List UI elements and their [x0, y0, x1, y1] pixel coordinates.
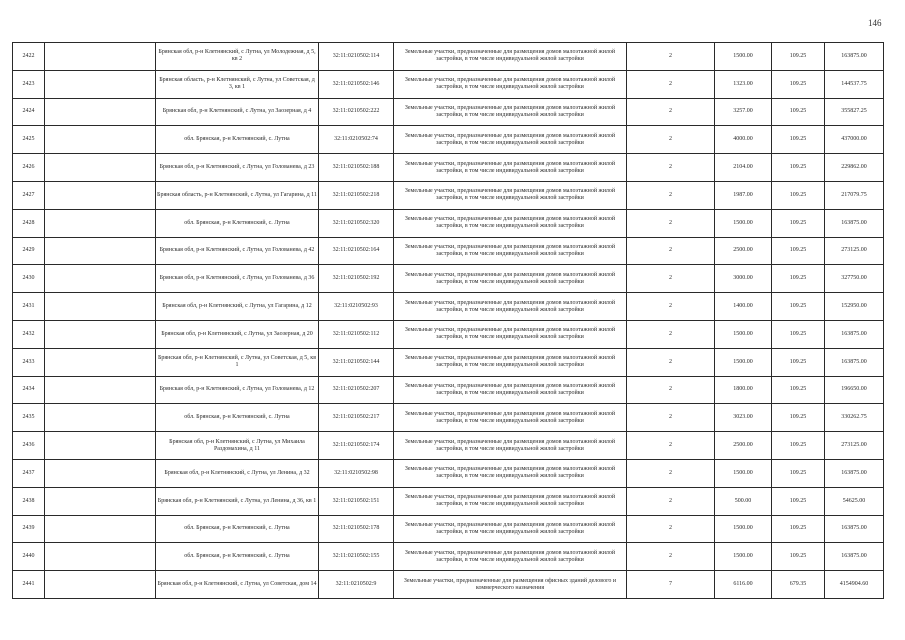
total-cell: 196650.00 — [825, 376, 884, 404]
blank-cell-cell — [45, 154, 156, 182]
area-cell: 2104.00 — [715, 154, 772, 182]
land-use-cell: Земельные участки, предназначенные для размещения домов малоэтажной жилой застройки, в том числе индивидуальной жилой застройки — [394, 348, 627, 376]
address-cell: Брянская обл, р-н Клетнянский, с Лутна, ул Заозерная, д 4 — [156, 98, 319, 126]
row-number-cell: 2441 — [13, 571, 45, 599]
cadastral-number-cell: 32:11:0210502:218 — [319, 181, 394, 209]
rate-cell: 109.25 — [772, 293, 825, 321]
category-code-cell: 2 — [627, 181, 715, 209]
row-number-cell: 2426 — [13, 154, 45, 182]
rate-cell: 109.25 — [772, 237, 825, 265]
cadastral-number-cell: 32:11:0210502:192 — [319, 265, 394, 293]
address-cell: обл. Брянская, р-н Клетнянский, с. Лутна — [156, 515, 319, 543]
cadastral-number-cell: 32:11:0210502:222 — [319, 98, 394, 126]
total-cell: 327750.00 — [825, 265, 884, 293]
land-use-cell: Земельные участки, предназначенные для размещения офисных зданий делового и коммерческого назначения — [394, 571, 627, 599]
area-cell: 1500.00 — [715, 209, 772, 237]
rate-cell: 109.25 — [772, 209, 825, 237]
land-use-cell: Земельные участки, предназначенные для размещения домов малоэтажной жилой застройки, в том числе индивидуальной жилой застройки — [394, 543, 627, 571]
row-number-cell: 2423 — [13, 70, 45, 98]
rate-cell: 109.25 — [772, 348, 825, 376]
address-cell: Брянская обл, р-н Клетнянский, с Лутна, ул Советская, дом 14 — [156, 571, 319, 599]
row-number-cell: 2432 — [13, 320, 45, 348]
row-number-cell: 2425 — [13, 126, 45, 154]
land-use-cell: Земельные участки, предназначенные для размещения домов малоэтажной жилой застройки, в том числе индивидуальной жилой застройки — [394, 209, 627, 237]
total-cell: 163875.00 — [825, 43, 884, 71]
area-cell: 2500.00 — [715, 237, 772, 265]
total-cell: 355827.25 — [825, 98, 884, 126]
cadastral-number-cell: 32:11:0210502:112 — [319, 320, 394, 348]
cadastral-number-cell: 32:11:0210502:188 — [319, 154, 394, 182]
area-cell: 3257.00 — [715, 98, 772, 126]
area-cell: 1500.00 — [715, 543, 772, 571]
row-number-cell: 2427 — [13, 181, 45, 209]
category-code-cell: 2 — [627, 515, 715, 543]
cadastral-number-cell: 32:11:0210502:217 — [319, 404, 394, 432]
blank-cell-cell — [45, 487, 156, 515]
table-row — [13, 43, 884, 71]
cadastral-number-cell: 32:11:0210502:164 — [319, 237, 394, 265]
cadastral-number-cell: 32:11:0210502:178 — [319, 515, 394, 543]
area-cell: 1987.00 — [715, 181, 772, 209]
area-cell: 1500.00 — [715, 320, 772, 348]
table-row — [13, 432, 884, 460]
area-cell: 1500.00 — [715, 459, 772, 487]
rate-cell: 109.25 — [772, 432, 825, 460]
blank-cell-cell — [45, 571, 156, 599]
address-cell: Брянская область, р-н Клетнянский, с Лутна, ул Гагарина, д 11 — [156, 181, 319, 209]
address-cell: обл. Брянская, р-н Клетнянский, с. Лутна — [156, 126, 319, 154]
table-row — [13, 404, 884, 432]
total-cell: 273125.00 — [825, 432, 884, 460]
cadastral-number-cell: 32:11:0210502:155 — [319, 543, 394, 571]
row-number-cell: 2436 — [13, 432, 45, 460]
land-use-cell: Земельные участки, предназначенные для размещения домов малоэтажной жилой застройки, в том числе индивидуальной жилой застройки — [394, 293, 627, 321]
land-use-cell: Земельные участки, предназначенные для размещения домов малоэтажной жилой застройки, в том числе индивидуальной жилой застройки — [394, 404, 627, 432]
category-code-cell: 2 — [627, 70, 715, 98]
table-row — [13, 376, 884, 404]
area-cell: 1500.00 — [715, 348, 772, 376]
row-number-cell: 2431 — [13, 293, 45, 321]
table-row — [13, 181, 884, 209]
category-code-cell: 2 — [627, 43, 715, 71]
address-cell: обл. Брянская, р-н Клетнянский, с. Лутна — [156, 404, 319, 432]
rate-cell: 109.25 — [772, 404, 825, 432]
address-cell: обл. Брянская, р-н Клетнянский, с. Лутна — [156, 543, 319, 571]
rate-cell: 109.25 — [772, 181, 825, 209]
blank-cell-cell — [45, 43, 156, 71]
area-cell: 4000.00 — [715, 126, 772, 154]
total-cell: 4154904.60 — [825, 571, 884, 599]
table-row — [13, 237, 884, 265]
blank-cell-cell — [45, 348, 156, 376]
blank-cell-cell — [45, 320, 156, 348]
address-cell: Брянская область, р-н Клетнянский, с Лутна, ул Советская, д 3, кв 1 — [156, 70, 319, 98]
address-cell: обл. Брянская, р-н Клетнянский, с. Лутна — [156, 209, 319, 237]
cadastral-number-cell: 32:11:0210502:9 — [319, 571, 394, 599]
total-cell: 163875.00 — [825, 209, 884, 237]
cadastral-number-cell: 32:11:0210502:144 — [319, 348, 394, 376]
table-row — [13, 543, 884, 571]
table-row — [13, 70, 884, 98]
blank-cell-cell — [45, 209, 156, 237]
rate-cell: 679.35 — [772, 571, 825, 599]
address-cell: Брянская обл, р-н Клетнянский, с Лутна, ул Гагарина, д 12 — [156, 293, 319, 321]
blank-cell-cell — [45, 515, 156, 543]
rate-cell: 109.25 — [772, 459, 825, 487]
area-cell: 1500.00 — [715, 515, 772, 543]
table-row — [13, 348, 884, 376]
address-cell: Брянская обл, р-н Клетнянский, с Лутна, ул Заозерная, д 20 — [156, 320, 319, 348]
table-row — [13, 293, 884, 321]
category-code-cell: 2 — [627, 487, 715, 515]
rate-cell: 109.25 — [772, 320, 825, 348]
row-number-cell: 2437 — [13, 459, 45, 487]
category-code-cell: 2 — [627, 376, 715, 404]
address-cell: Брянская обл, р-н Клетнянский, с Лутна, ул Ленина, д 36, кв 1 — [156, 487, 319, 515]
registry-table-body — [13, 43, 884, 599]
blank-cell-cell — [45, 543, 156, 571]
blank-cell-cell — [45, 404, 156, 432]
row-number-cell: 2440 — [13, 543, 45, 571]
table-row — [13, 265, 884, 293]
address-cell: Брянская обл, р-н Клетнянский, с Лутна, ул Голованева, д 36 — [156, 265, 319, 293]
blank-cell-cell — [45, 70, 156, 98]
blank-cell-cell — [45, 459, 156, 487]
blank-cell-cell — [45, 98, 156, 126]
category-code-cell: 2 — [627, 293, 715, 321]
area-cell: 1500.00 — [715, 43, 772, 71]
category-code-cell: 2 — [627, 126, 715, 154]
row-number-cell: 2433 — [13, 348, 45, 376]
table-row — [13, 320, 884, 348]
address-cell: Брянская обл, р-н Клетнянский, с Лутна, ул Голованева, д 23 — [156, 154, 319, 182]
rate-cell: 109.25 — [772, 43, 825, 71]
row-number-cell: 2428 — [13, 209, 45, 237]
blank-cell-cell — [45, 265, 156, 293]
area-cell: 2500.00 — [715, 432, 772, 460]
area-cell: 3023.00 — [715, 404, 772, 432]
total-cell: 163875.00 — [825, 515, 884, 543]
total-cell: 163875.00 — [825, 459, 884, 487]
land-use-cell: Земельные участки, предназначенные для размещения домов малоэтажной жилой застройки, в том числе индивидуальной жилой застройки — [394, 459, 627, 487]
table-row — [13, 154, 884, 182]
table-row — [13, 515, 884, 543]
land-use-cell: Земельные участки, предназначенные для размещения домов малоэтажной жилой застройки, в том числе индивидуальной жилой застройки — [394, 487, 627, 515]
total-cell: 437000.00 — [825, 126, 884, 154]
area-cell: 500.00 — [715, 487, 772, 515]
category-code-cell: 2 — [627, 154, 715, 182]
address-cell: Брянская обл, р-н Клетнянский, с Лутна, ул Ленина, д 32 — [156, 459, 319, 487]
total-cell: 330262.75 — [825, 404, 884, 432]
row-number-cell: 2438 — [13, 487, 45, 515]
land-use-cell: Земельные участки, предназначенные для размещения домов малоэтажной жилой застройки, в том числе индивидуальной жилой застройки — [394, 320, 627, 348]
total-cell: 229862.00 — [825, 154, 884, 182]
row-number-cell: 2430 — [13, 265, 45, 293]
total-cell: 163875.00 — [825, 543, 884, 571]
rate-cell: 109.25 — [772, 543, 825, 571]
category-code-cell: 7 — [627, 571, 715, 599]
table-row — [13, 209, 884, 237]
blank-cell-cell — [45, 293, 156, 321]
area-cell: 1800.00 — [715, 376, 772, 404]
total-cell: 217079.75 — [825, 181, 884, 209]
table-row — [13, 98, 884, 126]
table-row — [13, 571, 884, 599]
area-cell: 3000.00 — [715, 265, 772, 293]
blank-cell-cell — [45, 237, 156, 265]
cadastral-number-cell: 32:11:0210502:93 — [319, 293, 394, 321]
cadastral-number-cell: 32:11:0210502:174 — [319, 432, 394, 460]
rate-cell: 109.25 — [772, 515, 825, 543]
rate-cell: 109.25 — [772, 98, 825, 126]
cadastral-number-cell: 32:11:0210502:151 — [319, 487, 394, 515]
rate-cell: 109.25 — [772, 126, 825, 154]
land-use-cell: Земельные участки, предназначенные для размещения домов малоэтажной жилой застройки, в том числе индивидуальной жилой застройки — [394, 70, 627, 98]
total-cell: 144537.75 — [825, 70, 884, 98]
area-cell: 1400.00 — [715, 293, 772, 321]
table-row — [13, 126, 884, 154]
land-use-cell: Земельные участки, предназначенные для размещения домов малоэтажной жилой застройки, в том числе индивидуальной жилой застройки — [394, 237, 627, 265]
registry-table — [12, 42, 884, 599]
land-use-cell: Земельные участки, предназначенные для размещения домов малоэтажной жилой застройки, в том числе индивидуальной жилой застройки — [394, 154, 627, 182]
total-cell: 163875.00 — [825, 348, 884, 376]
address-cell: Брянская обл, р-н Клетнянский, с Лутна, ул Голованева, д 42 — [156, 237, 319, 265]
row-number-cell: 2422 — [13, 43, 45, 71]
land-use-cell: Земельные участки, предназначенные для размещения домов малоэтажной жилой застройки, в том числе индивидуальной жилой застройки — [394, 98, 627, 126]
page-number: 146 — [868, 18, 882, 28]
row-number-cell: 2434 — [13, 376, 45, 404]
category-code-cell: 2 — [627, 543, 715, 571]
rate-cell: 109.25 — [772, 376, 825, 404]
category-code-cell: 2 — [627, 265, 715, 293]
total-cell: 54625.00 — [825, 487, 884, 515]
blank-cell-cell — [45, 126, 156, 154]
land-use-cell: Земельные участки, предназначенные для размещения домов малоэтажной жилой застройки, в том числе индивидуальной жилой застройки — [394, 181, 627, 209]
rate-cell: 109.25 — [772, 70, 825, 98]
category-code-cell: 2 — [627, 320, 715, 348]
cadastral-number-cell: 32:11:0210502:146 — [319, 70, 394, 98]
rate-cell: 109.25 — [772, 265, 825, 293]
table-row — [13, 459, 884, 487]
land-use-cell: Земельные участки, предназначенные для размещения домов малоэтажной жилой застройки, в том числе индивидуальной жилой застройки — [394, 126, 627, 154]
area-cell: 6116.00 — [715, 571, 772, 599]
blank-cell-cell — [45, 432, 156, 460]
cadastral-number-cell: 32:11:0210502:320 — [319, 209, 394, 237]
category-code-cell: 2 — [627, 404, 715, 432]
blank-cell-cell — [45, 181, 156, 209]
category-code-cell: 2 — [627, 209, 715, 237]
land-use-cell: Земельные участки, предназначенные для размещения домов малоэтажной жилой застройки, в том числе индивидуальной жилой застройки — [394, 376, 627, 404]
category-code-cell: 2 — [627, 98, 715, 126]
rate-cell: 109.25 — [772, 487, 825, 515]
address-cell: Брянская обл, р-н Клетнянский, с Лутна, ул Михаила Раздомахина, д 11 — [156, 432, 319, 460]
cadastral-number-cell: 32:11:0210502:98 — [319, 459, 394, 487]
blank-cell-cell — [45, 376, 156, 404]
category-code-cell: 2 — [627, 237, 715, 265]
rate-cell: 109.25 — [772, 154, 825, 182]
table-row — [13, 487, 884, 515]
cadastral-number-cell: 32:11:0210502:207 — [319, 376, 394, 404]
total-cell: 273125.00 — [825, 237, 884, 265]
address-cell: Брянская обл, р-н Клетнянский, с Лутна, ул Молодежная, д 5, кв 2 — [156, 43, 319, 71]
category-code-cell: 2 — [627, 348, 715, 376]
cadastral-number-cell: 32:11:0210502:114 — [319, 43, 394, 71]
category-code-cell: 2 — [627, 432, 715, 460]
row-number-cell: 2429 — [13, 237, 45, 265]
category-code-cell: 2 — [627, 459, 715, 487]
area-cell: 1323.00 — [715, 70, 772, 98]
cadastral-number-cell: 32:11:0210502:74 — [319, 126, 394, 154]
land-use-cell: Земельные участки, предназначенные для размещения домов малоэтажной жилой застройки, в том числе индивидуальной жилой застройки — [394, 432, 627, 460]
total-cell: 163875.00 — [825, 320, 884, 348]
row-number-cell: 2439 — [13, 515, 45, 543]
address-cell: Брянская обл, р-н Клетнянский, с Лутна, ул Голованева, д 12 — [156, 376, 319, 404]
row-number-cell: 2424 — [13, 98, 45, 126]
total-cell: 152950.00 — [825, 293, 884, 321]
row-number-cell: 2435 — [13, 404, 45, 432]
land-use-cell: Земельные участки, предназначенные для размещения домов малоэтажной жилой застройки, в том числе индивидуальной жилой застройки — [394, 43, 627, 71]
address-cell: Брянская обл, р-н Клетнянский, с Лутна, ул Советская, д 5, кв 1 — [156, 348, 319, 376]
land-use-cell: Земельные участки, предназначенные для размещения домов малоэтажной жилой застройки, в том числе индивидуальной жилой застройки — [394, 265, 627, 293]
land-use-cell: Земельные участки, предназначенные для размещения домов малоэтажной жилой застройки, в том числе индивидуальной жилой застройки — [394, 515, 627, 543]
